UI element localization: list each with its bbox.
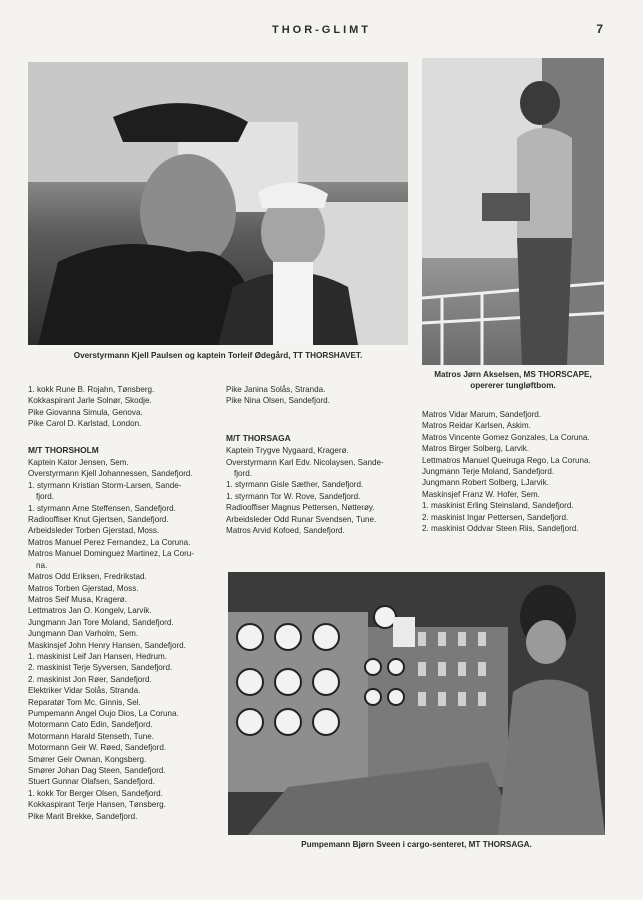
list-item: 1. maskinist Erling Steinsland, Sandefjord. — [422, 501, 574, 511]
list-item: Motormann Geir W. Røed, Sandefjord. — [28, 743, 167, 753]
photo-officers — [28, 62, 408, 345]
crew-list-thorsholm — [28, 457, 218, 822]
list-item: Kokkaspirant Terje Hansen, Tønsberg. — [28, 800, 166, 810]
list-item: 2. maskinist Terje Syversen, Sandefjord. — [28, 663, 173, 673]
list-item: 2. maskinist Ingar Pettersen, Sandefjord. — [422, 512, 569, 522]
list-item: Pike Marit Brekke, Sandefjord. — [28, 811, 138, 821]
list-item: Pike Carol D. Karlstad, London. — [28, 419, 142, 429]
list-item: fjord. — [36, 492, 54, 502]
list-item: Reparatør Tom Mc. Ginnis, Sel. — [28, 697, 141, 707]
list-item: Lettmatros Jan O. Kongelv, Larvik. — [28, 606, 152, 616]
section-heading-thorsholm: M/T THORSHOLM — [28, 444, 99, 455]
photo-sailor-caption-line1: Matros Jørn Akselsen, MS THORSCAPE, — [434, 370, 592, 379]
col1-pre-list — [28, 384, 218, 430]
list-item: Pike Giovanna Simula, Genova. — [28, 407, 143, 417]
list-item: 1. styrmann Arne Steffensen, Sandefjord. — [28, 503, 176, 513]
list-item: Matros Manuel Dominguez Martinez, La Coru- — [28, 549, 194, 559]
list-item: Matros Birger Solberg, Larvik. — [422, 444, 530, 454]
list-item: Maskinsjef Franz W. Hofer, Sem. — [422, 489, 540, 499]
list-item: 2. maskinist Oddvar Steen Riis, Sandefjord. — [422, 524, 579, 534]
list-item: Smører Geir Ownan, Kongsberg. — [28, 754, 147, 764]
list-item: Elektriker Vidar Solås, Stranda. — [28, 686, 141, 696]
list-item: Motormann Harald Stenseth, Tune. — [28, 731, 154, 741]
section-heading-thorsaga: M/T THORSAGA — [226, 432, 291, 443]
list-item: Kaptein Kator Jensen, Sem. — [28, 458, 129, 468]
list-item: Overstyrmann Karl Edv. Nicolaysen, Sande- — [226, 457, 384, 467]
photo-sailor-crane — [422, 58, 604, 365]
list-item: 1. kokk Rune B. Rojahn, Tønsberg. — [28, 385, 155, 394]
list-item: Matros Arvid Kofoed, Sandefjord. — [226, 526, 345, 536]
list-item: 1. styrmann Tor W. Rove, Sandefjord. — [226, 491, 361, 501]
list-item: Motormann Cato Edin, Sandefjord. — [28, 720, 153, 730]
list-item: Lettmatros Manuel Queiruga Rego, La Coruna. — [422, 455, 591, 465]
text-column-2 — [226, 384, 416, 536]
list-item: Radiooffiser Magnus Pettersen, Nøtterøy. — [226, 503, 375, 513]
list-item: Matros Reidar Karlsen, Askim. — [422, 421, 531, 431]
text-column-3 — [422, 409, 612, 534]
list-item: 1. styrmann Kristian Storm-Larsen, Sande- — [28, 480, 182, 490]
crew-list-thorsaga — [226, 445, 416, 536]
page-number: 7 — [596, 22, 603, 36]
crew-list-thorsaga-continued — [422, 409, 612, 534]
list-item: Jungmann Robert Solberg, LJarvik. — [422, 478, 549, 488]
list-item: 1. styrmann Gisle Sæther, Sandefjord. — [226, 480, 364, 490]
list-item: Kokkaspirant Jarle Solnør, Skodje. — [28, 396, 152, 406]
list-item: Matros Vincente Gomez Gonzales, La Coruna. — [422, 432, 590, 442]
photo-cargo-control-caption: Pumpemann Bjørn Sveen i cargo-senteret, MT THORSAGA. — [301, 840, 532, 849]
list-item: na. — [36, 560, 48, 570]
list-item: Kaptein Trygve Nygaard, Kragerø. — [226, 446, 349, 456]
list-item: fjord. — [234, 469, 252, 479]
list-item: Maskinsjef John Henry Hansen, Sandefjord. — [28, 640, 186, 650]
list-item: Matros Seif Musa, Kragerø. — [28, 594, 127, 604]
photo-cargo-control — [228, 572, 605, 835]
list-item: Radiooffiser Knut Gjertsen, Sandefjord. — [28, 515, 169, 525]
text-column-1 — [28, 384, 218, 822]
list-item: Matros Manuel Perez Fernandez, La Coruna. — [28, 537, 191, 547]
list-item: Arbeidsleder Odd Runar Svendsen, Tune. — [226, 514, 377, 524]
photo-officers-caption: Overstyrmann Kjell Paulsen og kaptein Torleif Ødegård, TT THORSHAVET. — [73, 351, 363, 360]
list-item: Overstyrmann Kjell Johannessen, Sandefjord. — [28, 469, 193, 479]
list-item: Pike Nina Olsen, Sandefjord. — [226, 396, 330, 406]
col2-pre-list — [226, 384, 416, 407]
list-item: Stuert Gunnar Olafsen, Sandefjord. — [28, 777, 155, 787]
list-item: Matros Odd Eriksen, Fredrikstad. — [28, 572, 147, 582]
list-item: 1. maskinist Leif Jan Hansen, Hedrum. — [28, 651, 168, 661]
list-item: 1. kokk Tor Berger Olsen, Sandefjord. — [28, 788, 163, 798]
list-item: 2. maskinist Jon Røer, Sandefjord. — [28, 674, 152, 684]
list-item: Pumpemann Angel Oujo Dios, La Coruna. — [28, 708, 179, 718]
list-item: Arbeidsleder Torben Gjerstad, Moss. — [28, 526, 160, 536]
list-item: Matros Torben Gjerstad, Moss. — [28, 583, 139, 593]
list-item: Jungmann Jan Tore Moland, Sandefjord. — [28, 617, 174, 627]
list-item: Pike Janina Solås, Stranda. — [226, 385, 326, 394]
list-item: Jungmann Dan Varholm, Sem. — [28, 629, 139, 639]
list-item: Matros Vidar Marum, Sandefjord. — [422, 410, 542, 419]
list-item: Smører Johan Dag Steen, Sandefjord. — [28, 766, 166, 775]
photo-sailor-caption-line2: opererer tungløftbom. — [470, 381, 556, 390]
page-header-title: THOR-GLIMT — [271, 24, 372, 36]
list-item: Jungmann Terje Moland, Sandefjord. — [422, 467, 555, 477]
